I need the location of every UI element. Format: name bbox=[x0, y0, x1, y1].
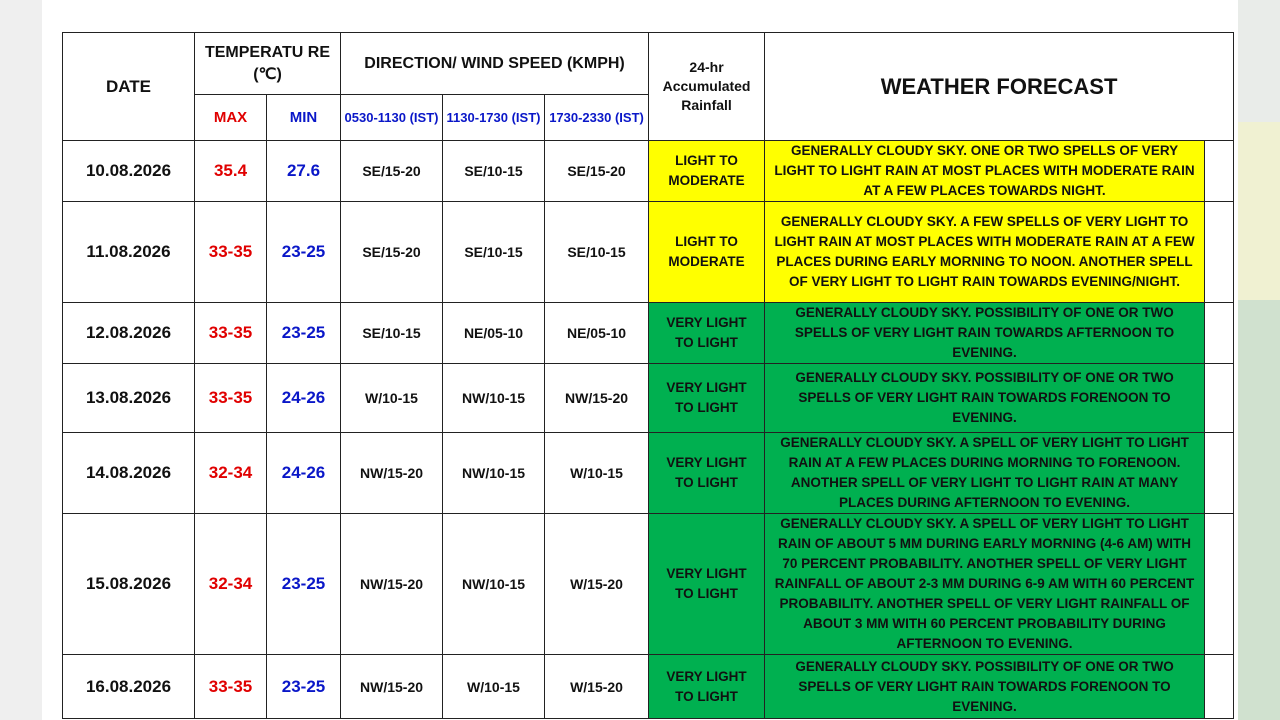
table-row bbox=[63, 514, 1234, 655]
row-rainfall: VERY LIGHT TO LIGHT bbox=[649, 303, 765, 364]
header-date: DATE bbox=[63, 33, 195, 141]
row-max-temp: 33-35 bbox=[195, 303, 267, 364]
forecast-sheet bbox=[42, 0, 1238, 720]
row-forecast: GENERALLY CLOUDY SKY. A SPELL OF VERY LIGHT TO LIGHT RAIN AT A FEW PLACES DURING MORNING TO FORENOON. ANOTHER SPELL OF VERY LIGHT TO LIGHT RAIN AT MANY PLACES DURING AFTERNOON TO EVENING. bbox=[765, 433, 1205, 514]
row-date: 12.08.2026 bbox=[63, 303, 195, 364]
row-wind-afternoon: NE/05-10 bbox=[443, 303, 545, 364]
table-row bbox=[63, 303, 1234, 364]
row-wind-morning: W/10-15 bbox=[341, 364, 443, 433]
weather-forecast-table bbox=[62, 32, 1234, 719]
table-row bbox=[63, 202, 1234, 303]
row-wind-afternoon: SE/10-15 bbox=[443, 202, 545, 303]
row-min-temp: 27.6 bbox=[267, 141, 341, 202]
header-weather-forecast: WEATHER FORECAST bbox=[765, 33, 1234, 141]
row-wind-morning: NW/15-20 bbox=[341, 655, 443, 719]
row-wind-morning: NW/15-20 bbox=[341, 433, 443, 514]
row-wind-morning: SE/10-15 bbox=[341, 303, 443, 364]
table-row bbox=[63, 655, 1234, 719]
row-rainfall: VERY LIGHT TO LIGHT bbox=[649, 514, 765, 655]
header-slot-evening: 1730-2330 (IST) bbox=[545, 95, 649, 141]
background-blur-left bbox=[0, 0, 42, 720]
row-rainfall: LIGHT TO MODERATE bbox=[649, 202, 765, 303]
row-rainfall: VERY LIGHT TO LIGHT bbox=[649, 433, 765, 514]
row-date: 14.08.2026 bbox=[63, 433, 195, 514]
row-wind-evening: W/15-20 bbox=[545, 514, 649, 655]
row-rainfall: VERY LIGHT TO LIGHT bbox=[649, 364, 765, 433]
row-blank-cell bbox=[1205, 655, 1234, 719]
row-forecast: GENERALLY CLOUDY SKY. A FEW SPELLS OF VERY LIGHT TO LIGHT RAIN AT MOST PLACES WITH MODERATE RAIN AT A FEW PLACES DURING EARLY MORNING TO NOON. ANOTHER SPELL OF VERY LIGHT TO LIGHT RAIN TOWARDS EVENING/NIGHT. bbox=[765, 202, 1205, 303]
row-wind-evening: SE/10-15 bbox=[545, 202, 649, 303]
row-blank-cell bbox=[1205, 141, 1234, 202]
row-wind-evening: SE/15-20 bbox=[545, 141, 649, 202]
row-wind-evening: W/15-20 bbox=[545, 655, 649, 719]
row-blank-cell bbox=[1205, 364, 1234, 433]
row-max-temp: 33-35 bbox=[195, 202, 267, 303]
header-min: MIN bbox=[267, 95, 341, 141]
row-wind-afternoon: W/10-15 bbox=[443, 655, 545, 719]
row-wind-evening: NW/15-20 bbox=[545, 364, 649, 433]
table-row bbox=[63, 141, 1234, 202]
row-min-temp: 23-25 bbox=[267, 655, 341, 719]
row-blank-cell bbox=[1205, 303, 1234, 364]
background-blur-right bbox=[1238, 0, 1280, 720]
header-wind: DIRECTION/ WIND SPEED (KMPH) bbox=[341, 33, 649, 95]
header-max: MAX bbox=[195, 95, 267, 141]
row-min-temp: 24-26 bbox=[267, 433, 341, 514]
row-forecast: GENERALLY CLOUDY SKY. POSSIBILITY OF ONE OR TWO SPELLS OF VERY LIGHT RAIN TOWARDS FORENOON TO EVENING. bbox=[765, 655, 1205, 719]
row-max-temp: 32-34 bbox=[195, 514, 267, 655]
row-forecast: GENERALLY CLOUDY SKY. ONE OR TWO SPELLS OF VERY LIGHT TO LIGHT RAIN AT MOST PLACES WITH MODERATE RAIN AT A FEW PLACES TOWARDS NIGHT. bbox=[765, 141, 1205, 202]
row-min-temp: 23-25 bbox=[267, 514, 341, 655]
row-rainfall: LIGHT TO MODERATE bbox=[649, 141, 765, 202]
row-wind-evening: NE/05-10 bbox=[545, 303, 649, 364]
row-wind-afternoon: NW/10-15 bbox=[443, 514, 545, 655]
row-max-temp: 32-34 bbox=[195, 433, 267, 514]
row-blank-cell bbox=[1205, 433, 1234, 514]
row-forecast: GENERALLY CLOUDY SKY. POSSIBILITY OF ONE OR TWO SPELLS OF VERY LIGHT RAIN TOWARDS AFTERNOON TO EVENING. bbox=[765, 303, 1205, 364]
row-min-temp: 23-25 bbox=[267, 202, 341, 303]
row-blank-cell bbox=[1205, 202, 1234, 303]
row-forecast: GENERALLY CLOUDY SKY. POSSIBILITY OF ONE OR TWO SPELLS OF VERY LIGHT RAIN TOWARDS FORENOON TO EVENING. bbox=[765, 364, 1205, 433]
header-temperature: TEMPERATU RE (℃) bbox=[195, 33, 341, 95]
row-blank-cell bbox=[1205, 514, 1234, 655]
header-rainfall: 24-hr Accumulated Rainfall bbox=[649, 33, 765, 141]
row-max-temp: 35.4 bbox=[195, 141, 267, 202]
row-date: 10.08.2026 bbox=[63, 141, 195, 202]
row-max-temp: 33-35 bbox=[195, 655, 267, 719]
row-date: 16.08.2026 bbox=[63, 655, 195, 719]
row-wind-morning: SE/15-20 bbox=[341, 202, 443, 303]
row-wind-afternoon: NW/10-15 bbox=[443, 433, 545, 514]
row-date: 11.08.2026 bbox=[63, 202, 195, 303]
row-date: 15.08.2026 bbox=[63, 514, 195, 655]
row-wind-evening: W/10-15 bbox=[545, 433, 649, 514]
table-row bbox=[63, 364, 1234, 433]
header-slot-morning: 0530-1130 (IST) bbox=[341, 95, 443, 141]
table-row bbox=[63, 433, 1234, 514]
row-rainfall: VERY LIGHT TO LIGHT bbox=[649, 655, 765, 719]
row-wind-morning: NW/15-20 bbox=[341, 514, 443, 655]
row-wind-afternoon: SE/10-15 bbox=[443, 141, 545, 202]
row-wind-afternoon: NW/10-15 bbox=[443, 364, 545, 433]
row-forecast: GENERALLY CLOUDY SKY. A SPELL OF VERY LIGHT TO LIGHT RAIN OF ABOUT 5 MM DURING EARLY MORNING (4-6 AM) WITH 70 PERCENT PROBABILITY. ANOTHER SPELL OF VERY LIGHT RAINFALL OF ABOUT 2-3 MM DURING 6-9 AM WITH 60 PERCENT PROBABILITY. ANOTHER SPELL OF VERY LIGHT RAINFALL OF ABOUT 3 MM WITH 60 PERCENT PROBABILITY DURING AFTERNOON TO EVENING. bbox=[765, 514, 1205, 655]
row-min-temp: 24-26 bbox=[267, 364, 341, 433]
row-min-temp: 23-25 bbox=[267, 303, 341, 364]
row-wind-morning: SE/15-20 bbox=[341, 141, 443, 202]
row-max-temp: 33-35 bbox=[195, 364, 267, 433]
header-slot-afternoon: 1130-1730 (IST) bbox=[443, 95, 545, 141]
row-date: 13.08.2026 bbox=[63, 364, 195, 433]
